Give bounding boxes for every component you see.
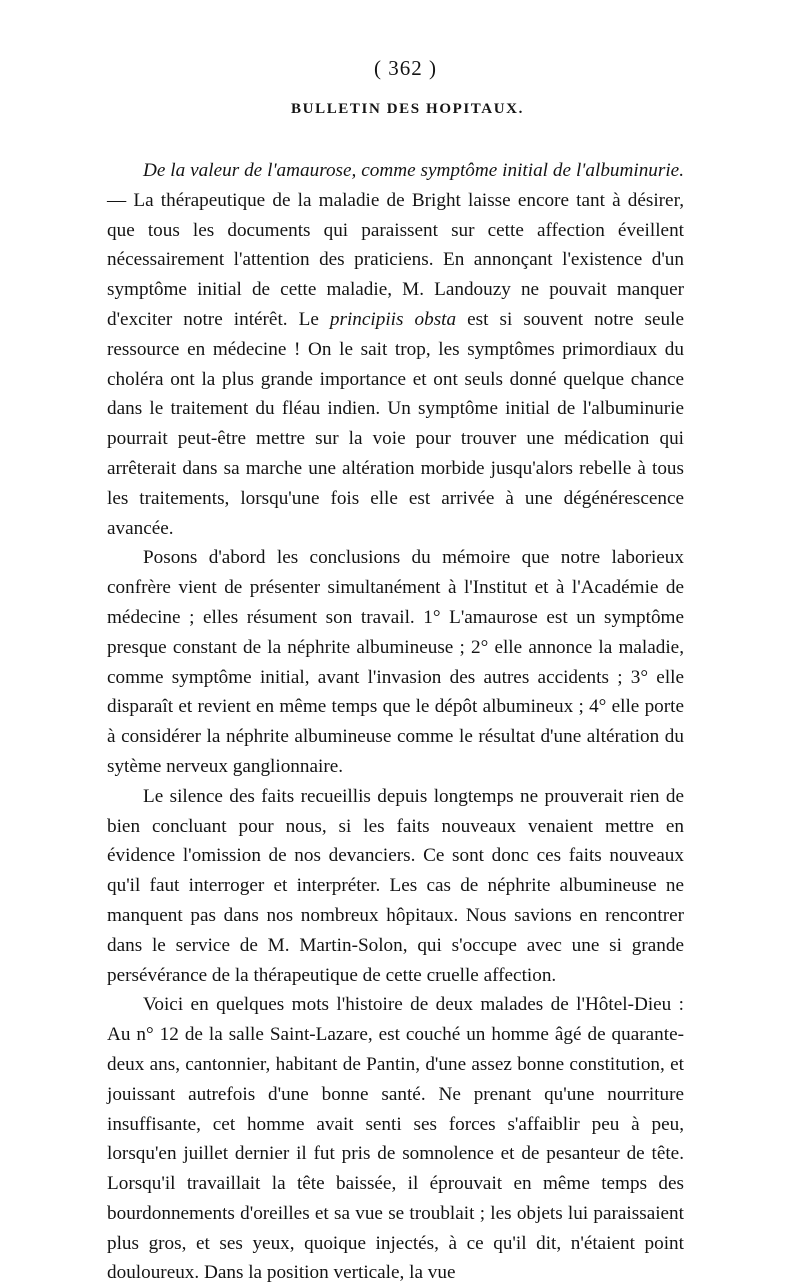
article-title: De la valeur de l'amaurose, comme symptôme initial de l'albuminurie.	[143, 160, 684, 181]
book-page	[107, 52, 684, 1288]
paragraph-1	[107, 156, 684, 543]
paragraph-1-text: — La thérapeutique de la maladie de Bright laisse encore tant à désirer, que tous les documents qui paraissent sur cette affection éveillent nécessairement l'attention des praticiens. En annonçant l'existence d'un symptôme initial de cette maladie, M. Landouzy ne pouvait manquer d'exciter notre intérêt. Le	[107, 189, 684, 330]
article-body	[107, 156, 684, 1288]
page-number: ( 362 )	[374, 56, 437, 80]
paragraph-1-rest: est si souvent notre seule ressource en médecine ! On le sait trop, les symptômes primordiaux du choléra ont la plus grande importance et ont seuls donné quelque chance dans le traitement du fléau indien. Un symptôme initial de l'albuminurie pourrait peut-être mettre sur la voie pour trouver une médication qui arrêterait dans sa marche une altération morbide jusqu'alors rebelle à tous les traitements, lorsqu'une fois elle est arrivée à une dégénérescence avancée.	[107, 308, 684, 539]
running-head: BULLETIN DES HOPITAUX.	[291, 101, 524, 117]
latin-phrase: principiis obsta	[329, 308, 457, 330]
paragraph-4: Voici en quelques mots l'histoire de deux malades de l'Hôtel-Dieu : Au n° 12 de la salle Saint-Lazare, est couché un homme âgé de quarante-deux ans, cantonnier, habitant de Pantin, d'une assez bonne constitution, et jouissant autrefois d'une bonne santé. Ne prenant qu'une nourriture insuffisante, cet homme avait senti ses forces s'affaiblir peu à peu, lorsqu'en juillet dernier il fut pris de somnolence et de pesanteur de tête. Lorsqu'il travaillait la tête baissée, il éprouvait en même temps des bourdonnements d'oreilles et sa vue se troublait ; les objets lui paraissaient plus gros, et ses yeux, quoique injectés, à ce qu'il dit, n'étaient point douloureux. Dans la position verticale, la vue	[107, 994, 684, 1284]
paragraph-3: Le silence des faits recueillis depuis longtemps ne prouverait rien de bien concluant pour nous, si les faits nouveaux venaient mettre en évidence l'omission de nos devanciers. Ce sont donc ces faits nouveaux qu'il faut interroger et interpréter. Les cas de néphrite albumineuse ne manquent pas dans nos nombreux hôpitaux. Nous savions en rencontrer dans le service de M. Martin-Solon, qui s'occupe avec une si grande persévérance de la thérapeutique de cette cruelle affection.	[107, 785, 684, 986]
paragraph-2: Posons d'abord les conclusions du mémoire que notre laborieux confrère vient de présenter simultanément à l'Institut et à l'Académie de médecine ; elles résument son travail. 1° L'amaurose est un symptôme presque constant de la néphrite albumineuse ; 2° elle annonce la maladie, comme symptôme initial, avant l'invasion des autres accidents ; 3° elle disparaît et revient en même temps que le dépôt albumineux ; 4° elle porte à considérer la néphrite albumineuse comme le résultat d'une altération du sytème nerveux ganglionnaire.	[107, 547, 684, 777]
